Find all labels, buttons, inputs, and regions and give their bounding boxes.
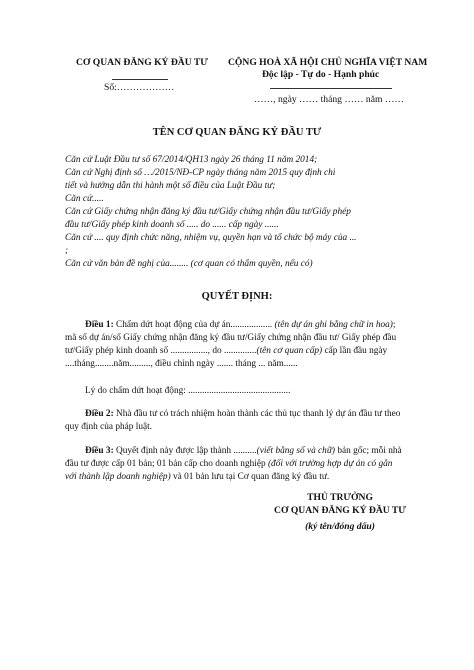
- document-date: ……, ngày …… tháng …… năm ……: [254, 94, 405, 105]
- article-2-label: Điều 2:: [85, 409, 114, 419]
- enterprise-note: (đối với trường hợp dự án có gắn: [267, 459, 393, 469]
- article-1-text: tư/Giấy phép kinh doanh số ................, do ..............: [65, 346, 257, 356]
- document-number: Số:………………: [104, 82, 175, 93]
- decision-title: QUYẾT ĐỊNH:: [201, 291, 273, 302]
- article-1-label: Điều 1:: [85, 320, 114, 330]
- article-2-text: quy định của pháp luật.: [65, 422, 153, 432]
- agency-title: TÊN CƠ QUAN ĐĂNG KÝ ĐẦU TƯ: [152, 127, 322, 138]
- article-1-text: mã số dự án/số Giấy chứng nhận đăng ký đầu tư/Giấy chứng nhận đầu tư/ Giấy phép đầu: [65, 333, 397, 343]
- article-1: [65, 319, 445, 371]
- article-1-text: ;: [392, 320, 396, 330]
- legal-bases: [65, 154, 425, 271]
- article-3: [65, 445, 445, 484]
- basis-line: ;: [65, 246, 69, 256]
- signature-title-2: CƠ QUAN ĐĂNG KÝ ĐẦU TƯ: [274, 505, 406, 516]
- basis-line: Căn cứ .... quy định chức năng, nhiệm vụ, quyền hạn và tổ chức bộ máy của ...: [65, 233, 357, 243]
- article-2-text: Nhà đầu tư có trách nhiệm hoàn thành các thủ tục thanh lý dự án đầu tư theo: [113, 409, 401, 419]
- article-1-text: Chấm dứt hoạt động của dự án..................: [113, 320, 275, 330]
- basis-line: Căn cứ.....: [65, 194, 104, 204]
- termination-reason: Lý do chấm dứt hoạt động: ............................................: [85, 386, 291, 396]
- motto-underline: [270, 88, 392, 89]
- country-name: CỘNG HOÀ XÃ HỘI CHỦ NGHĨA VIỆT NAM: [228, 57, 428, 68]
- signature-note: (ký tên/đóng dấu): [305, 521, 375, 532]
- basis-line: Căn cứ Nghị định số …/2015/NĐ-CP ngày tháng năm 2015 quy định chi: [65, 168, 336, 178]
- article-1-text: cấp lần đầu ngày: [322, 346, 388, 356]
- signature-title-1: THỦ TRƯỞNG: [307, 492, 373, 503]
- basis-line: đầu tư/Giấy phép kinh doanh số ..... do ...... cấp ngày ......: [65, 220, 279, 230]
- issuer-note: (tên cơ quan cấp): [256, 346, 323, 356]
- basis-line: Căn cứ Giấy chứng nhận đăng ký đầu tư/Giấy chứng nhận đầu tư/Giấy phép: [65, 207, 351, 217]
- project-name-note: (tên dự án ghi bằng chữ in hoa): [274, 320, 393, 330]
- article-3-text: Quyết định này được lập thành ..........: [113, 446, 257, 456]
- article-3-text: và 01 bản lưu tại Cơ quan đăng ký đầu tư.: [170, 472, 330, 482]
- agency-name: CƠ QUAN ĐĂNG KÝ ĐẦU TƯ: [76, 57, 208, 68]
- copies-note: (viết bằng số và chữ): [256, 446, 335, 456]
- article-2: [65, 408, 445, 434]
- enterprise-note: với thành lập doanh nghiệp): [65, 472, 171, 482]
- basis-line: Căn cứ Luật Đầu tư số 67/2014/QH13 ngày 26 tháng 11 năm 2014;: [65, 155, 318, 165]
- article-3-label: Điều 3:: [85, 446, 114, 456]
- article-1-text: ....tháng........năm........., điều chỉnh ngày ....... tháng ... năm......: [65, 359, 298, 369]
- national-motto: Độc lập - Tự do - Hạnh phúc: [262, 69, 380, 80]
- basis-line: tiết và hướng dẫn thi hành một số điều của Luật Đầu tư;: [65, 181, 276, 191]
- article-3-text: đầu tư được cấp 01 bản; 01 bản cấp cho doanh nghiệp: [65, 459, 268, 469]
- agency-underline: [112, 79, 168, 80]
- article-3-text: bản gốc; mỗi nhà: [335, 446, 402, 456]
- basis-line: Căn cứ văn bản đề nghị của........ (cơ quan có thẩm quyền, nếu có): [65, 259, 313, 269]
